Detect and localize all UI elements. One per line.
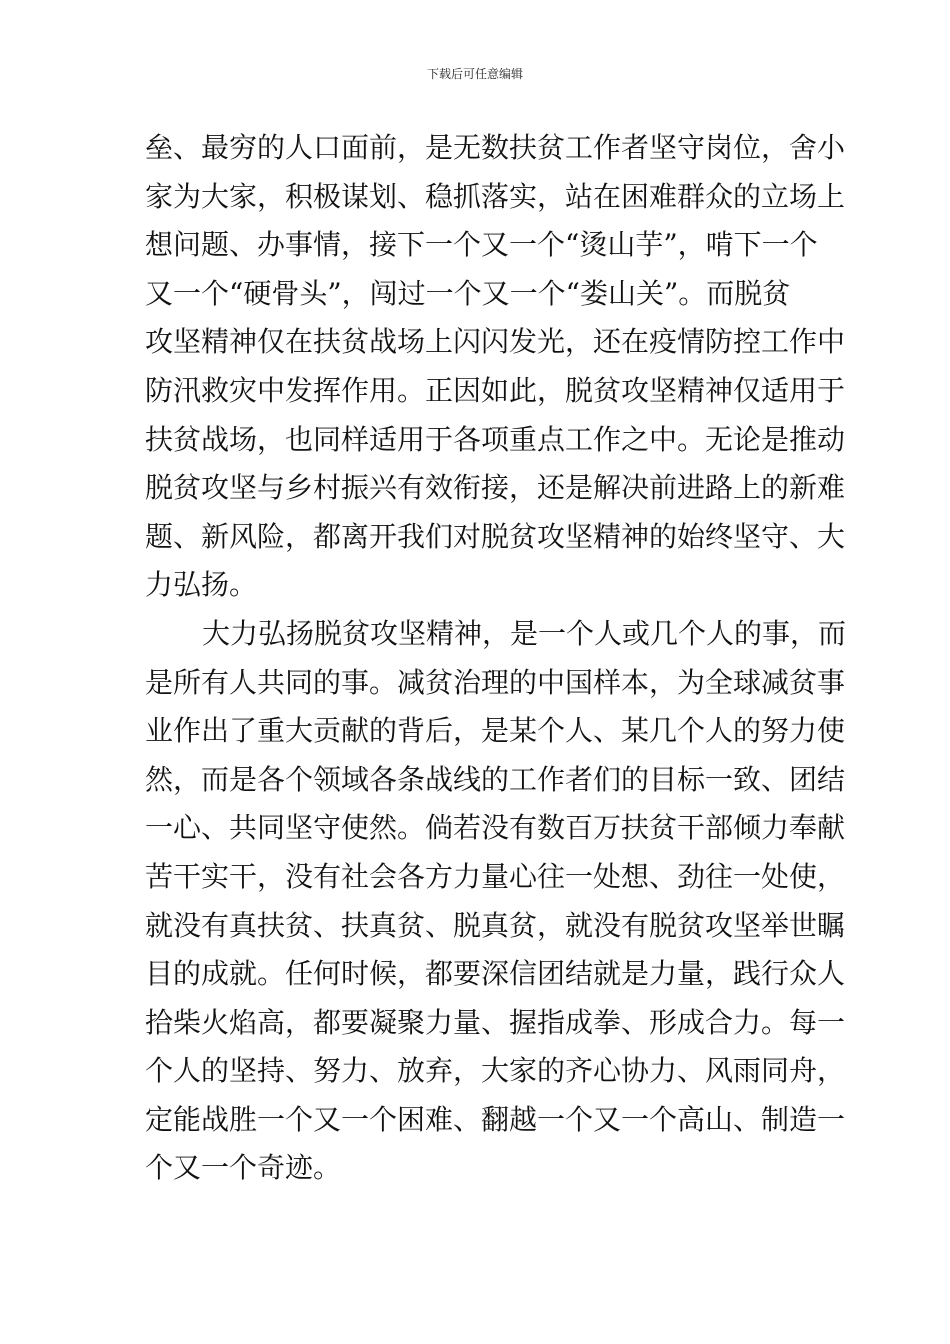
text-line: 垒、最穷的人口面前，是无数扶贫工作者坚守岗位，舍小 [145,131,846,164]
text-line: 就没有真扶贫、扶真贫、脱真贫，就没有脱贫攻坚举世瞩 [145,908,846,942]
text-line: 力弘扬。 [145,568,258,602]
text-line: 个又一个奇迹。 [145,1151,342,1185]
document-body [145,124,847,1193]
text-line: 攻坚精神仅在扶贫战场上闪闪发光，还在疫情防控工作中 [145,325,846,359]
text-line: 是所有人共同的事。减贫治理的中国样本，为全球减贫事 [145,665,846,699]
text-line: 防汛救灾中发挥作用。正因如此，脱贫攻坚精神仅适用于 [145,373,846,407]
text-line: 然，而是各个领域各条战线的工作者们的目标一致、团结 [145,762,846,796]
text-line-indented: 大力弘扬脱贫攻坚精神，是一个人或几个人的事，而 [202,616,847,650]
text-line: 家为大家，积极谋划、稳抓落实，站在困难群众的立场上 [145,179,846,213]
text-line: 题、新风险，都离开我们对脱贫攻坚精神的始终坚守、大 [145,519,846,553]
text-line: 定能战胜一个又一个困难、翻越一个又一个高山、制造一 [145,1102,846,1136]
paragraph-2 [145,610,847,1193]
text-line: 业作出了重大贡献的背后，是某个人、某几个人的努力使 [145,714,846,748]
text-line: 苦干实干，没有社会各方力量心往一处想、劲往一处使， [145,859,846,893]
text-line: 目的成就。任何时候，都要深信团结就是力量，践行众人 [145,957,846,991]
page-header: 下载后可任意编辑 [426,67,523,81]
text-line: 又一个“硬骨头”，闯过一个又一个“娄山关”。而脱贫 [145,276,791,310]
text-line: 拾柴火焰高，都要凝聚力量、握指成拳、形成合力。每一 [145,1005,846,1039]
text-line: 个人的坚持、努力、放弃，大家的齐心协力、风雨同舟， [145,1054,846,1088]
paragraph-1 [145,124,846,610]
text-line: 一心、共同坚守使然。倘若没有数百万扶贫干部倾力奉献 [145,811,846,845]
text-line: 扶贫战场，也同样适用于各项重点工作之中。无论是推动 [145,422,846,456]
text-line: 脱贫攻坚与乡村振兴有效衔接，还是解决前进路上的新难 [145,471,846,505]
text-line: 想问题、办事情，接下一个又一个“烫山芋”，啃下一个 [145,228,818,262]
